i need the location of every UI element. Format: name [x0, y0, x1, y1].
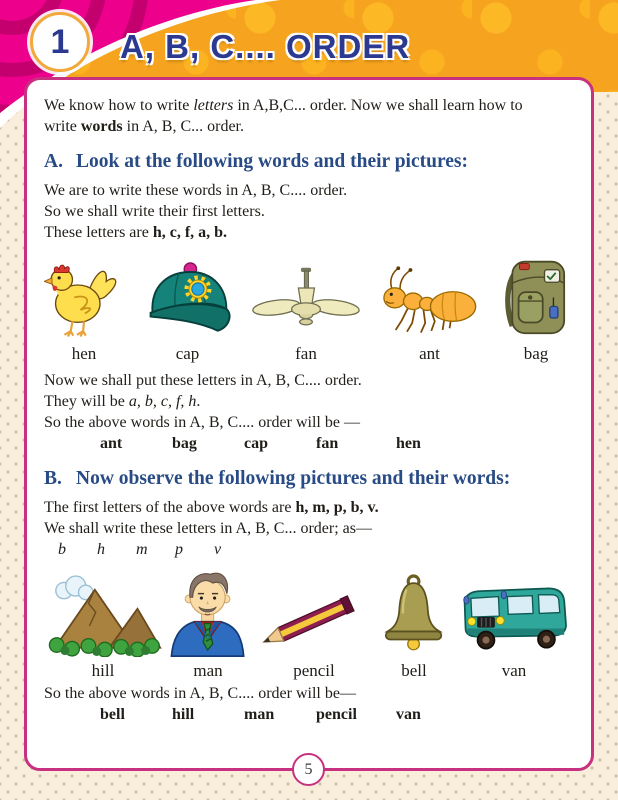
cap-illustration: [143, 252, 233, 340]
ordered-word: bell: [100, 706, 125, 723]
line-text: These letters are: [44, 224, 153, 241]
picture-row-a: [44, 252, 574, 364]
ordered-letter: p: [175, 541, 183, 558]
lesson-number-badge: [30, 12, 90, 72]
content-card: [24, 77, 594, 771]
van-illustration: [454, 569, 574, 657]
ordered-letter: h: [97, 541, 105, 558]
section-a-line: [44, 391, 574, 412]
intro-bold-word: words: [80, 118, 123, 135]
fan-illustration: [251, 252, 361, 340]
bell-illustration: [376, 569, 452, 657]
ordered-letter: b: [58, 541, 66, 558]
picture-word: hill: [91, 661, 115, 680]
page-title: A, B, C.... ORDER: [120, 28, 411, 65]
ordered-word: bag: [172, 435, 197, 452]
picture-word: bag: [523, 344, 549, 363]
section-b-line: [44, 497, 574, 518]
ordered-word: pencil: [316, 706, 357, 723]
picture-word: man: [193, 661, 223, 680]
picture-item-fan: [251, 252, 361, 364]
section-a-heading: [44, 149, 574, 174]
picture-word: ant: [419, 344, 440, 363]
ordered-word: fan: [316, 435, 339, 452]
ordered-word: ant: [100, 435, 123, 452]
letters-bold: h, c, f, a, b.: [152, 224, 228, 241]
section-b-label: B.: [44, 468, 62, 489]
section-a-title: Look at the following words and their pictures:: [76, 151, 469, 172]
intro-text: write: [44, 118, 81, 135]
intro-italic-word: letters: [193, 97, 234, 114]
bag-illustration: [498, 252, 574, 340]
ordered-letters-italic: a, b, c, f, h: [128, 393, 197, 410]
ordered-word: hen: [396, 435, 421, 452]
section-b-line: We shall write these letters in A, B, C... order; as—: [44, 520, 372, 537]
picture-item-ant: [380, 252, 480, 364]
picture-word: cap: [175, 344, 200, 363]
picture-item-hen: [44, 252, 124, 364]
ordered-words-row-b: [44, 704, 574, 725]
picture-item-van: [454, 569, 574, 681]
man-illustration: [164, 569, 252, 657]
ordered-word: cap: [244, 435, 268, 452]
section-a-label: A.: [44, 151, 63, 172]
ordered-words-row-a: [44, 433, 574, 454]
picture-word: fan: [295, 344, 317, 363]
section-b-title: Now observe the following pictures and their words:: [76, 468, 511, 489]
page-number-badge: [292, 753, 325, 786]
line-text: .: [196, 393, 201, 410]
ordered-letter: m: [136, 541, 148, 558]
picture-item-bag: [498, 252, 574, 364]
picture-word: van: [501, 661, 527, 680]
picture-word: bell: [401, 661, 427, 680]
ordered-word: man: [244, 706, 275, 723]
picture-word: hen: [71, 344, 97, 363]
line-text: The first letters of the above words are: [44, 499, 296, 516]
letters-bold: h, m, p, b, v.: [295, 499, 379, 516]
intro-paragraph: [44, 95, 574, 137]
section-a-line: We are to write these words in A, B, C.... order.: [44, 182, 348, 199]
lesson-number: 1: [50, 22, 70, 61]
line-text: They will be: [44, 393, 129, 410]
picture-item-man: [164, 569, 252, 681]
section-b-closing-line: So the above words in A, B, C.... order will be—: [44, 685, 356, 702]
picture-item-hill: [44, 569, 162, 681]
ordered-word: van: [396, 706, 421, 723]
picture-item-pencil: [254, 569, 374, 681]
section-a-line: Now we shall put these letters in A, B, C.... order.: [44, 372, 362, 389]
section-b-heading: [44, 466, 574, 491]
picture-row-b: [44, 569, 574, 681]
intro-text: in A, B, C... order.: [122, 118, 244, 135]
picture-item-cap: [143, 252, 233, 364]
section-a-line: So we shall write their first letters.: [44, 203, 265, 220]
section-a-line: [44, 222, 574, 243]
page-number: 5: [304, 760, 313, 778]
picture-item-bell: [376, 569, 452, 681]
ordered-word: hill: [172, 706, 195, 723]
intro-text: in A,B,C... order. Now we shall learn how to: [233, 97, 523, 114]
picture-word: pencil: [293, 661, 335, 680]
pencil-illustration: [254, 569, 374, 657]
ordered-letter: v: [214, 541, 222, 558]
ordered-letters-row-b: [44, 539, 574, 560]
hen-illustration: [44, 252, 124, 340]
intro-text: We know how to write: [44, 97, 194, 114]
section-a-line: So the above words in A, B, C.... order will be —: [44, 414, 360, 431]
hill-illustration: [44, 569, 162, 657]
ant-illustration: [380, 252, 480, 340]
